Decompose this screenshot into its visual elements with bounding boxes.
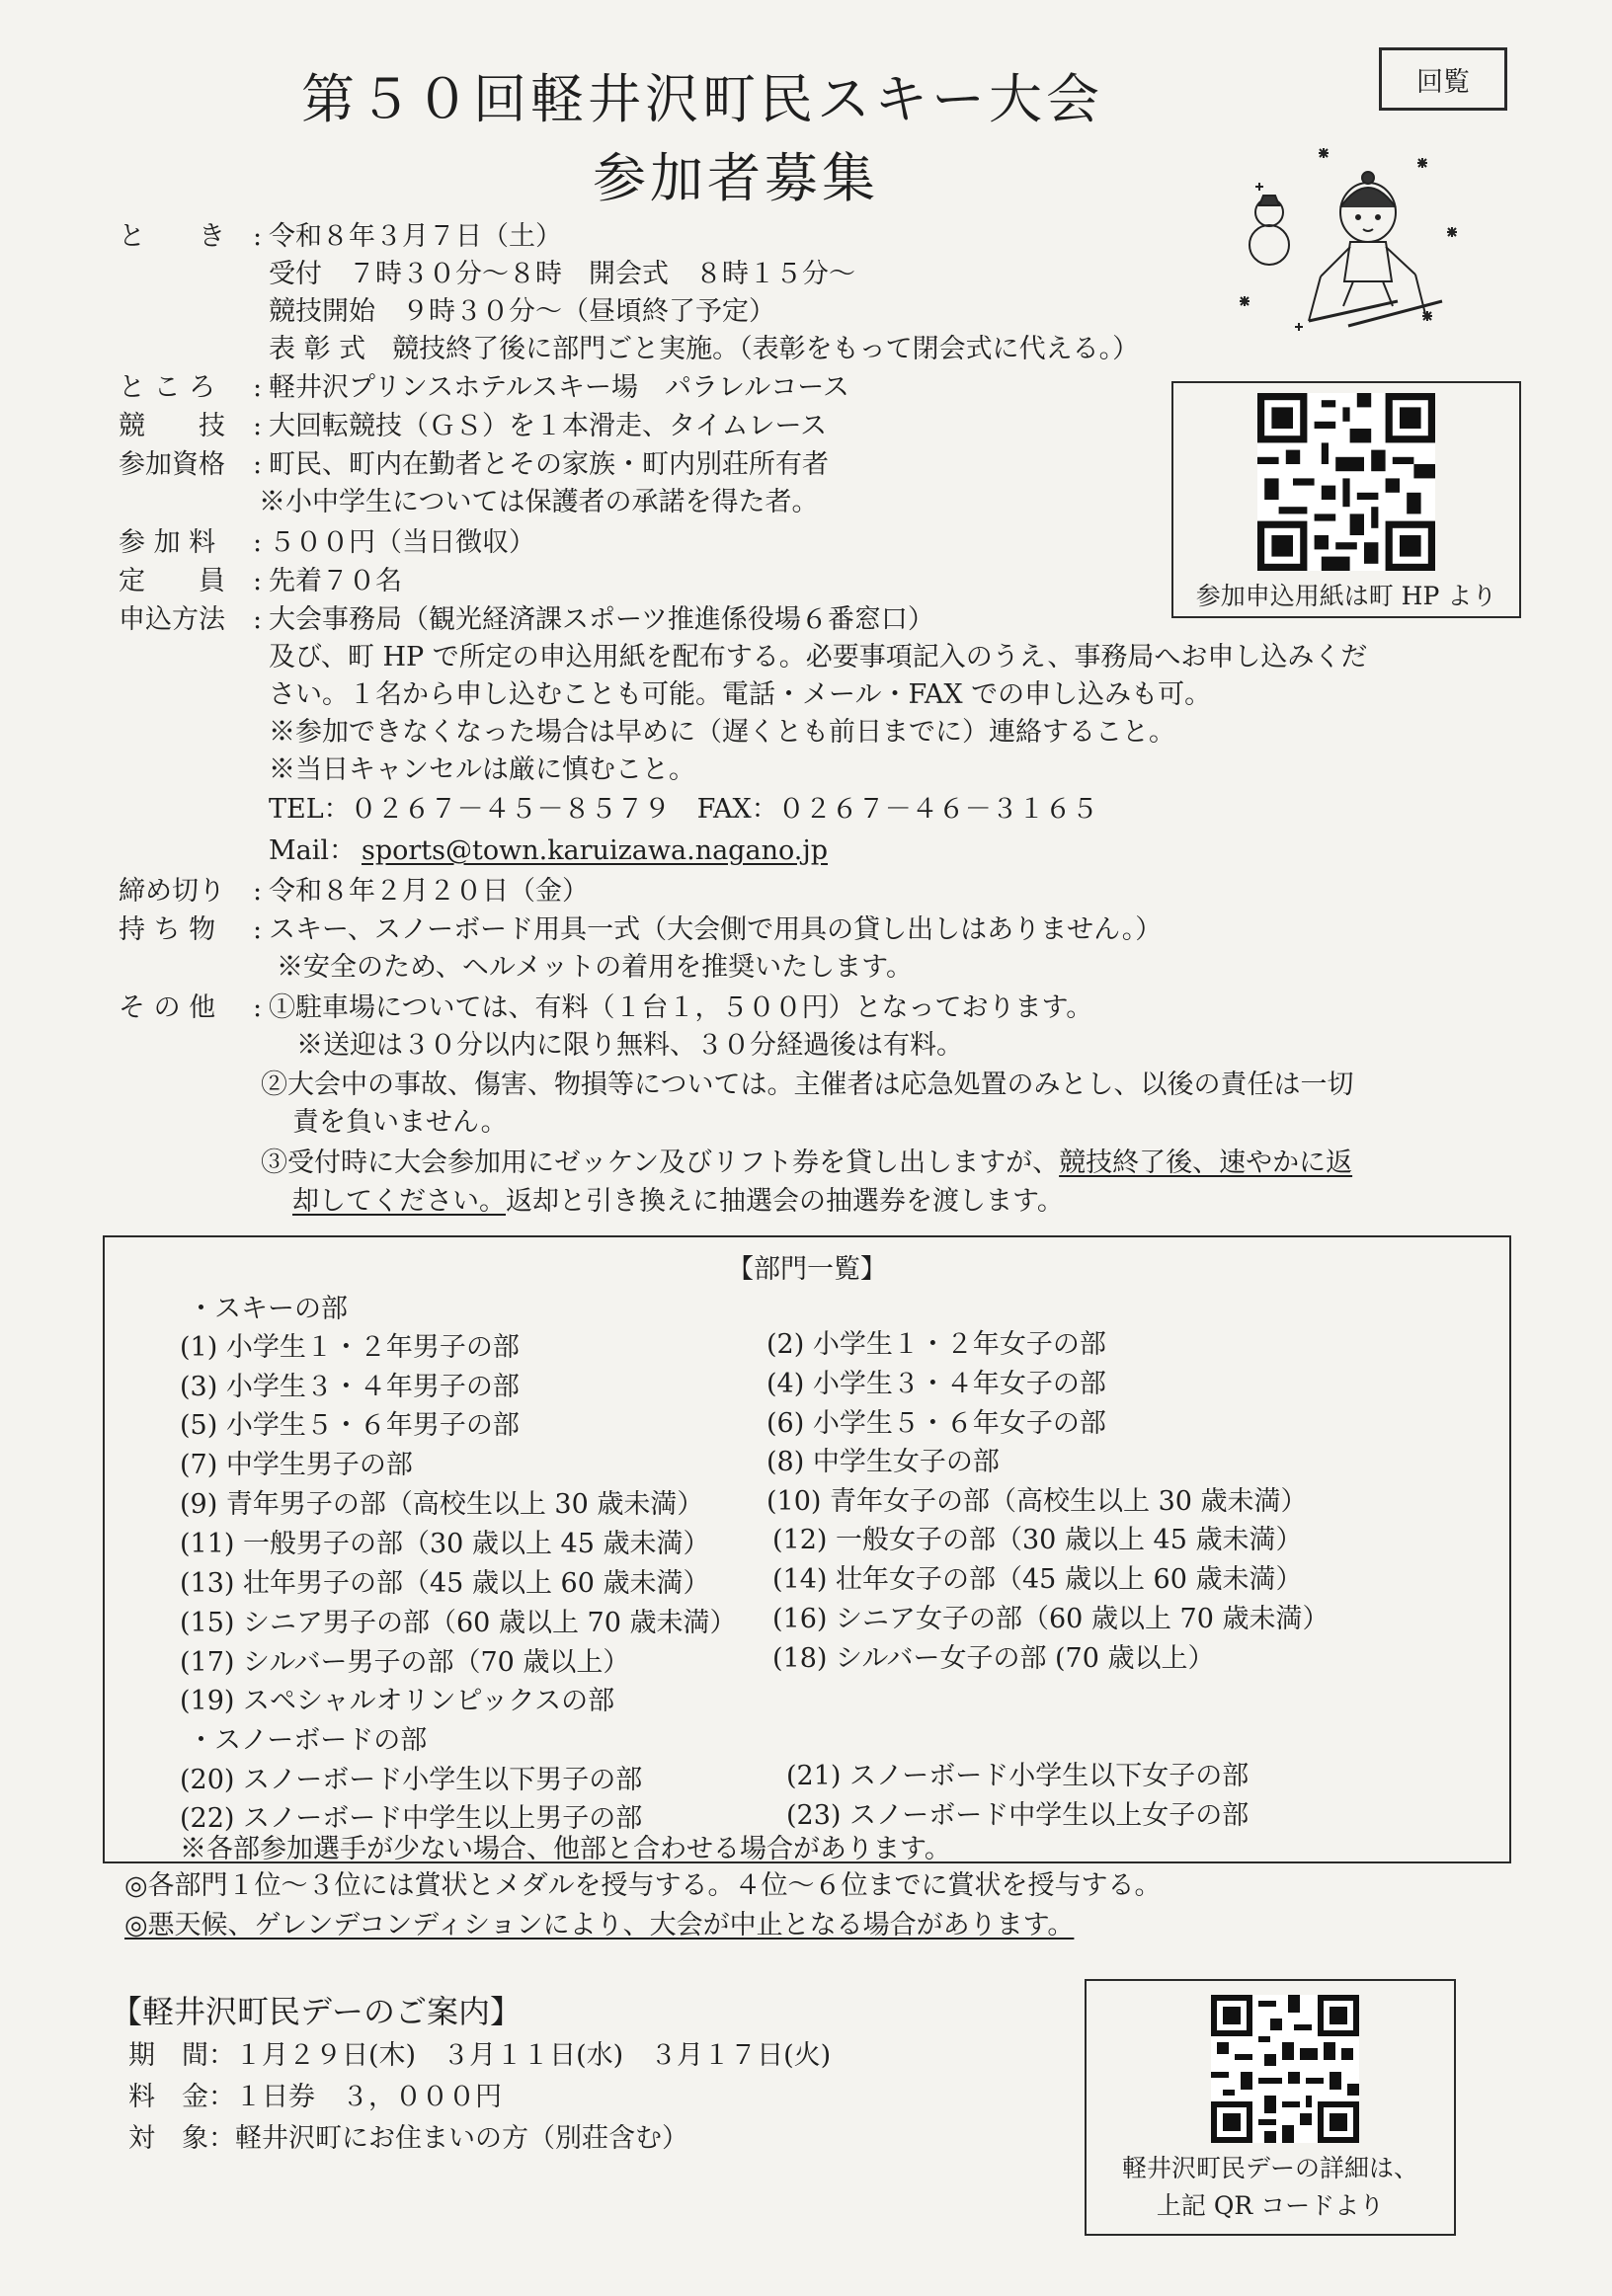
helmet-note: ※安全のため、ヘルメットの着用を推奨いたします。 bbox=[277, 952, 913, 983]
competition-start: 競技開始 ９時３０分～（昼頃終了予定） bbox=[269, 296, 775, 327]
application-method: 及び、町 HP で所定の申込用紙を配布する。必要事項記入のうえ、事務局へお申し込みくだ bbox=[269, 642, 1368, 673]
division-heading: 【部門一覧】 bbox=[727, 1254, 887, 1285]
page-title: 第５０回軽井沢町民スキー大会 bbox=[301, 68, 1103, 130]
application-label: 申込方法 bbox=[119, 604, 225, 635]
bib-note: ③受付時に大会参加用にゼッケン及びリフト券を貸し出しますが、 bbox=[261, 1148, 1060, 1178]
period-value: １月２９日(木) ３月１１日(水) ３月１７日(火) bbox=[235, 2040, 832, 2071]
list-item: (6) 小学生５・６年女子の部 bbox=[766, 1408, 1106, 1439]
list-item: (8) 中学生女子の部 bbox=[766, 1447, 1000, 1477]
same-day-cancel-notice: ※当日キャンセルは厳に慎むこと。 bbox=[269, 754, 695, 785]
mail-link[interactable]: sports@town.karuizawa.nagano.jp bbox=[362, 835, 828, 866]
parking-note: ①駐車場については、有料（１台１，５００円）となっております。 bbox=[269, 992, 1093, 1023]
list-item: (7) 中学生男子の部 bbox=[180, 1450, 413, 1480]
eligibility-note: ※小中学生については保護者の承諾を得た者。 bbox=[259, 487, 819, 517]
belongings-label: 持 ち 物 bbox=[119, 914, 216, 945]
list-item: (19) スペシャルオリンピックスの部 bbox=[180, 1686, 615, 1716]
townday-qr-caption-2: 上記 QR コードより bbox=[1156, 2191, 1385, 2220]
capacity-value: 先着７０名 bbox=[269, 566, 402, 596]
target-label: 対 象 bbox=[128, 2123, 208, 2154]
entry-qr-caption: 参加申込用紙は町 HP より bbox=[1195, 582, 1497, 610]
fee-value: ５００円（当日徴収） bbox=[269, 527, 535, 558]
list-item: (10) 青年女子の部（高校生以上 30 歳未満） bbox=[766, 1486, 1308, 1517]
when-label: と き bbox=[119, 221, 225, 252]
townday-qr-box bbox=[1085, 1979, 1456, 2236]
weather-notice: ◎悪天候、ゲレンデコンディションにより、大会が中止となる場合があります。 bbox=[124, 1910, 1075, 1940]
skier-and-snowman-illustration bbox=[1230, 138, 1467, 336]
qr-code-icon[interactable] bbox=[1257, 393, 1435, 571]
entry-qr-box bbox=[1171, 381, 1521, 618]
award-ceremony: 表 彰 式 競技終了後に部門ごと実施。（表彰をもって閉会式に代える。） bbox=[269, 334, 1140, 364]
deadline-value: 令和８年２月２０日（金） bbox=[269, 876, 589, 907]
list-item: (1) 小学生１・２年男子の部 bbox=[180, 1332, 520, 1363]
list-item: (23) スノーボード中学生以上女子の部 bbox=[786, 1800, 1249, 1831]
application-method-cont: さい。１名から申し込むことも可能。電話・メール・FAX での申し込みも可。 bbox=[269, 679, 1212, 710]
list-item: (22) スノーボード中学生以上男子の部 bbox=[180, 1803, 643, 1834]
eligibility-value: 町民、町内在勤者とその家族・町内別荘所有者 bbox=[269, 449, 829, 480]
list-item: (20) スノーボード小学生以下男子の部 bbox=[180, 1765, 643, 1795]
list-item: (2) 小学生１・２年女子の部 bbox=[766, 1329, 1106, 1360]
circulation-stamp: 回覧 bbox=[1379, 47, 1507, 111]
event-value: 大回転競技（ＧＳ）を１本滑走、タイムレース bbox=[269, 411, 828, 441]
application-office: 大会事務局（観光経済課スポーツ推進係役場６番窓口） bbox=[269, 604, 934, 635]
date-value: 令和８年３月７日（土） bbox=[269, 221, 562, 252]
list-item: (16) シニア女子の部（60 歳以上 70 歳未満） bbox=[772, 1604, 1330, 1634]
list-item: (11) 一般男子の部（30 歳以上 45 歳未満） bbox=[180, 1529, 710, 1559]
award-notice: ◎各部門１位～３位には賞状とメダルを授与する。４位～６位までに賞状を授与する。 bbox=[124, 1870, 1162, 1901]
list-item: (21) スノーボード小学生以下女子の部 bbox=[786, 1761, 1249, 1791]
ski-section-heading: ・スキーの部 bbox=[188, 1294, 348, 1324]
eligibility-label: 参加資格 bbox=[119, 449, 225, 480]
list-item: (3) 小学生３・４年男子の部 bbox=[180, 1372, 520, 1402]
fee-label: 参 加 料 bbox=[119, 527, 216, 558]
return-note: 返却と引き換えに抽選会の抽選券を渡します。 bbox=[506, 1186, 1064, 1217]
liability-note-cont: 責を負いません。 bbox=[292, 1107, 508, 1138]
place-label: と こ ろ bbox=[119, 372, 216, 403]
townday-heading: 【軽井沢町民デーのご案内】 bbox=[111, 1993, 523, 2030]
snowflake-icon bbox=[1319, 148, 1329, 158]
qr-code-icon[interactable] bbox=[1211, 1995, 1359, 2143]
division-list-box bbox=[103, 1235, 1511, 1863]
list-item: (9) 青年男子の部（高校生以上 30 歳未満） bbox=[180, 1489, 704, 1520]
reception-time: 受付 ７時３０分～８時 開会式 ８時１５分～ bbox=[269, 259, 855, 289]
list-item: (13) 壮年男子の部（45 歳以上 60 歳未満） bbox=[180, 1568, 710, 1599]
target-value: 軽井沢町にお住まいの方（別荘含む） bbox=[235, 2123, 688, 2154]
list-item: (15) シニア男子の部（60 歳以上 70 歳未満） bbox=[180, 1608, 737, 1638]
capacity-label: 定 員 bbox=[119, 566, 225, 596]
list-item: (12) 一般女子の部（30 歳以上 45 歳未満） bbox=[772, 1525, 1303, 1555]
shuttle-note: ※送迎は３０分以内に限り無料、３０分経過後は有料。 bbox=[296, 1030, 963, 1061]
mail-label: Mail： bbox=[269, 835, 357, 866]
price-value: １日券 ３，０００円 bbox=[235, 2082, 502, 2112]
list-item: (5) 小学生５・６年男子の部 bbox=[180, 1410, 520, 1441]
other-label: そ の 他 bbox=[119, 992, 216, 1023]
belongings-value: スキー、スノーボード用具一式（大会側で用具の貸し出しはありません。） bbox=[269, 914, 1163, 945]
division-note: ※各部参加選手が少ない場合、他部と合わせる場合があります。 bbox=[180, 1834, 951, 1864]
list-item: (4) 小学生３・４年女子の部 bbox=[766, 1369, 1106, 1399]
period-label: 期 間 bbox=[128, 2040, 208, 2071]
cancel-notice: ※参加できなくなった場合は早めに（遅くとも前日までに）連絡すること。 bbox=[269, 717, 1175, 748]
snowboard-section-heading: ・スノーボードの部 bbox=[188, 1725, 428, 1756]
page-subtitle: 参加者募集 bbox=[593, 147, 879, 209]
price-label: 料 金 bbox=[128, 2082, 208, 2112]
deadline-label: 締め切り bbox=[119, 876, 225, 907]
liability-note: ②大会中の事故、傷害、物損等については。主催者は応急処置のみとし、以後の責任は一切 bbox=[261, 1069, 1354, 1100]
place-value: 軽井沢プリンスホテルスキー場 パラレルコース bbox=[269, 372, 849, 403]
bib-note-underlined: 競技終了後、速やかに返 bbox=[1059, 1148, 1353, 1178]
phone-fax: TEL：０２６７－４５－８５７９ FAX：０２６７－４６－３１６５ bbox=[269, 794, 1098, 825]
townday-qr-caption-1: 軽井沢町民デーの詳細は、 bbox=[1121, 2154, 1418, 2182]
return-note-underlined: 却してください。 bbox=[292, 1186, 506, 1217]
list-item: (17) シルバー男子の部（70 歳以上） bbox=[180, 1647, 630, 1678]
list-item: (18) シルバー女子の部 (70 歳以上） bbox=[772, 1643, 1215, 1674]
list-item: (14) 壮年女子の部（45 歳以上 60 歳未満） bbox=[772, 1564, 1303, 1595]
event-label: 競 技 bbox=[119, 411, 225, 441]
